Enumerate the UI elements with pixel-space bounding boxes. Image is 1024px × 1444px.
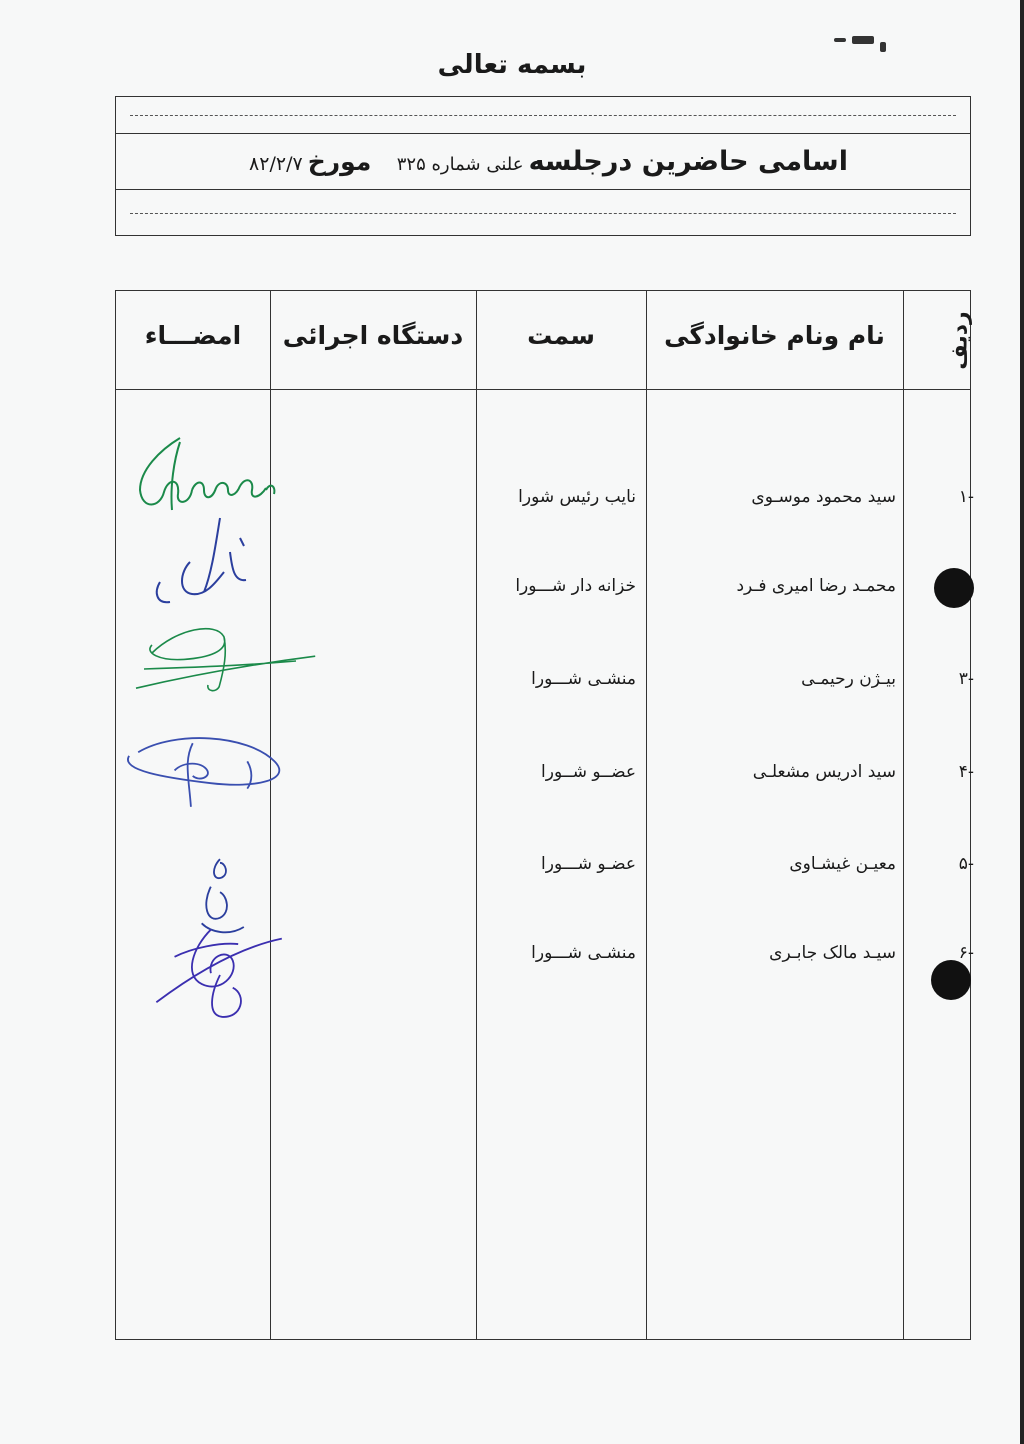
row-number: -۴ [958,762,974,782]
col-divider [476,291,477,1339]
punch-hole [931,960,971,1000]
dashed-line-bottom [130,213,956,214]
session-title-line [140,146,848,177]
header-divider-bottom [116,189,970,190]
column-header-signature: امضـــاء [144,321,242,350]
signature-3 [120,610,320,720]
attendee-name: بیـژن رحیمـی [801,669,896,689]
attendee-position: عضـو شـــورا [541,854,636,874]
signature-6 [120,920,320,1030]
row-number: -۳ [958,669,974,689]
document-heading: بسمه تعالی [437,50,587,80]
column-header-agency: دستگاه اجرائی [282,321,464,350]
column-header-name: نام ونام خانوادگی [664,321,885,350]
attendee-position: خزانه دار شـــورا [515,576,636,596]
signature-4 [120,720,320,830]
session-title: اسامی حاضرین درجلسه [528,146,848,177]
attendee-name: معیـن غیشـاوی [789,854,896,874]
attendee-position: عضــو شــورا [541,762,636,782]
header-row-divider [116,389,970,390]
column-header-row-no [938,299,982,381]
attendee-position: منشـی شـــورا [531,943,636,963]
dated-label: مورخ [307,147,372,176]
session-type-number: علنی شماره ۳۲۵ [396,154,524,175]
paper-edge [1020,0,1024,1444]
row-number: -۱ [958,487,974,507]
attendee-name: سید ادریس مشعلـی [752,762,896,782]
header-divider-top [116,133,970,134]
col-divider [903,291,904,1339]
attendee-name: محمـد رضا امیری فـرد [736,576,896,596]
session-date: ۸۲/۲/۷ [249,153,303,175]
col-divider [646,291,647,1339]
dashed-line-top [130,115,956,116]
column-header-position: سمت [527,321,595,350]
column-header-row-no-text: ردیف [947,310,973,370]
row-number: -۵ [958,854,974,874]
attendee-name: سیـد مالک جابـری [769,943,896,963]
punch-hole [934,568,974,608]
attendee-position: منشـی شـــورا [531,669,636,689]
attendee-position: نایب رئیس شورا [518,487,636,507]
signature-2 [120,512,320,622]
attendee-name: سید محمود موسـوی [751,487,896,507]
row-number: -۶ [958,943,974,963]
